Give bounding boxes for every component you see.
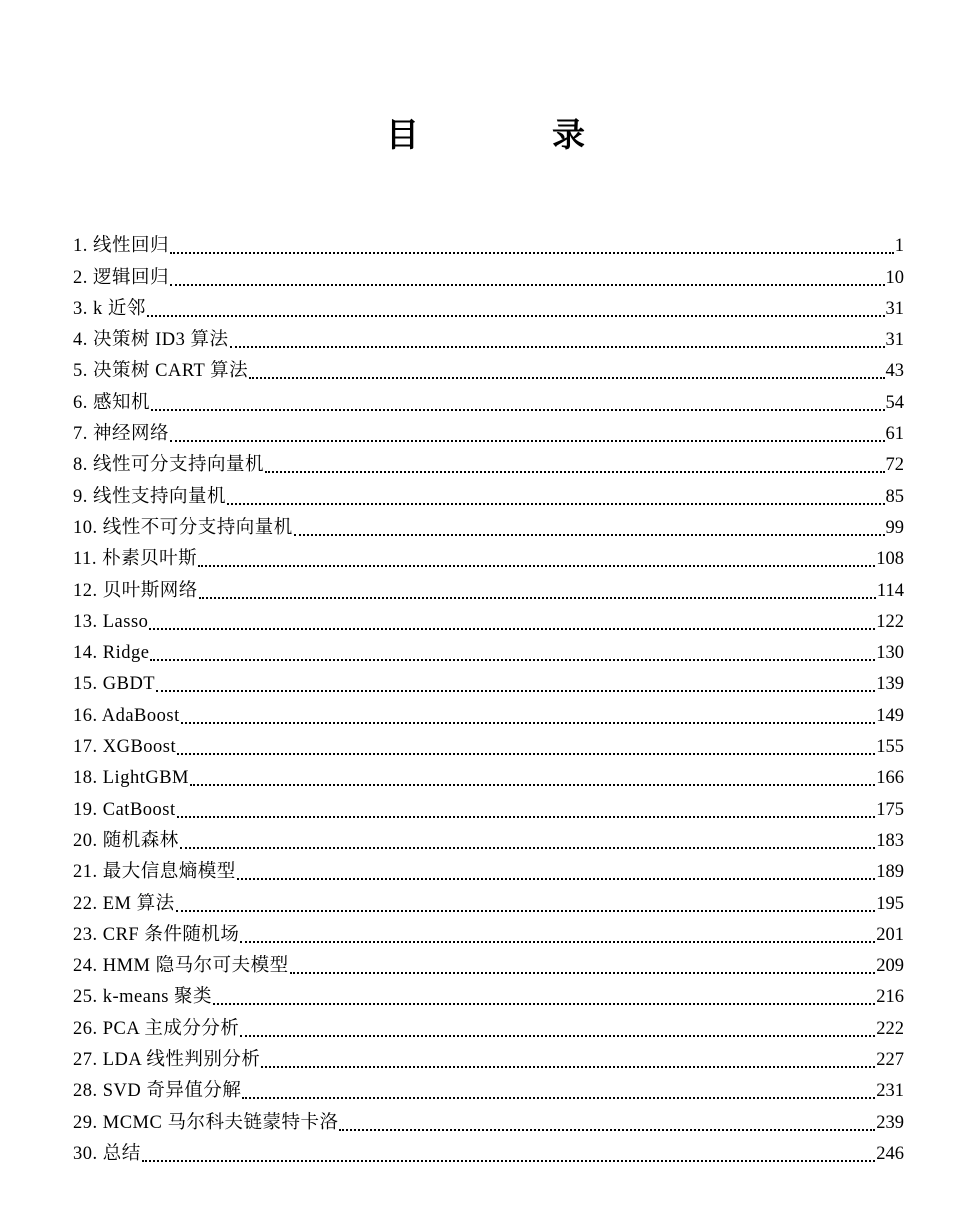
toc-dot-leader: [190, 784, 875, 786]
toc-entry[interactable]: [73, 294, 904, 325]
toc-entry[interactable]: [73, 1139, 904, 1170]
toc-dot-leader: [339, 1129, 875, 1131]
toc-entry-page-number: 99: [885, 517, 904, 538]
toc-entry-label: 13. Lasso: [73, 611, 149, 632]
toc-dot-leader: [230, 346, 885, 348]
toc-entry[interactable]: [73, 544, 904, 575]
toc-entry-label: 19. CatBoost: [73, 799, 176, 820]
toc-entry[interactable]: [73, 857, 904, 888]
page-title: 目 录: [386, 118, 635, 154]
toc-dot-leader: [150, 659, 875, 661]
toc-dot-leader: [176, 910, 876, 912]
toc-entry-page-number: 31: [885, 330, 904, 351]
toc-entry[interactable]: [73, 669, 904, 700]
toc-entry-label: 3. k 近邻: [73, 298, 146, 319]
toc-dot-leader: [290, 972, 876, 974]
toc-entry-page-number: 216: [876, 987, 904, 1008]
toc-entry-label: 5. 决策树 CART 算法: [73, 361, 249, 382]
toc-dot-leader: [265, 471, 884, 473]
toc-dot-leader: [177, 816, 876, 818]
toc-dot-leader: [198, 565, 875, 567]
toc-entry-label: 11. 朴素贝叶斯: [73, 549, 198, 570]
toc-entry-page-number: 222: [876, 1018, 904, 1039]
toc-entry-label: 24. HMM 隐马尔可夫模型: [73, 956, 289, 977]
toc-entry-label: 12. 贝叶斯网络: [73, 580, 198, 601]
toc-entry-page-number: 54: [885, 392, 904, 413]
toc-entry-label: 28. SVD 奇异值分解: [73, 1081, 242, 1102]
toc-entry[interactable]: [73, 763, 904, 794]
toc-entry-label: 4. 决策树 ID3 算法: [73, 330, 229, 351]
toc-entry-page-number: 189: [876, 862, 904, 883]
toc-dot-leader: [177, 753, 875, 755]
toc-entry-label: 1. 线性回归: [73, 236, 170, 257]
toc-entry-page-number: 183: [876, 830, 904, 851]
toc-entry-label: 23. CRF 条件随机场: [73, 924, 240, 945]
toc-entry-page-number: 227: [876, 1050, 904, 1071]
toc-entry-page-number: 201: [876, 924, 904, 945]
toc-entry-label: 29. MCMC 马尔科夫链蒙特卡洛: [73, 1112, 339, 1133]
toc-dot-leader: [180, 847, 875, 849]
toc-dot-leader: [170, 252, 894, 254]
toc-dot-leader: [237, 878, 875, 880]
toc-entry-label: 25. k-means 聚类: [73, 987, 213, 1008]
toc-entry[interactable]: [73, 951, 904, 982]
toc-entry[interactable]: [73, 419, 904, 450]
toc-dot-leader: [199, 597, 876, 599]
toc-entry-page-number: 130: [876, 643, 904, 664]
toc-entry-label: 14. Ridge: [73, 643, 150, 664]
toc-entry-page-number: 246: [876, 1143, 904, 1164]
toc-entry[interactable]: [73, 888, 904, 919]
toc-entry-label: 20. 随机森林: [73, 830, 179, 851]
toc-entry-page-number: 114: [876, 580, 904, 601]
toc-entry-page-number: 85: [885, 486, 904, 507]
toc-entry-page-number: 195: [876, 893, 904, 914]
toc-entry-page-number: 72: [885, 455, 904, 476]
toc-entry[interactable]: [73, 920, 904, 951]
toc-dot-leader: [240, 1035, 875, 1037]
toc-entry-page-number: 175: [876, 799, 904, 820]
toc-entry-label: 27. LDA 线性判别分析: [73, 1050, 261, 1071]
toc-entry[interactable]: [73, 1076, 904, 1107]
toc-dot-leader: [227, 503, 884, 505]
toc-entry[interactable]: [73, 1107, 904, 1138]
toc-entry-label: 2. 逻辑回归: [73, 267, 170, 288]
toc-entry[interactable]: [73, 450, 904, 481]
toc-entry-label: 17. XGBoost: [73, 737, 177, 758]
toc-entry[interactable]: [73, 982, 904, 1013]
toc-entry[interactable]: [73, 1045, 904, 1076]
toc-entry-page-number: 149: [876, 705, 904, 726]
toc-entry-page-number: 166: [876, 768, 904, 789]
toc-entry-label: 7. 神经网络: [73, 424, 170, 445]
toc-entry[interactable]: [73, 387, 904, 418]
toc-entry-page-number: 209: [876, 956, 904, 977]
toc-entry[interactable]: [73, 575, 904, 606]
toc-dot-leader: [151, 409, 884, 411]
toc-entry-page-number: 139: [876, 674, 904, 695]
toc-entry-label: 18. LightGBM: [73, 768, 189, 789]
toc-entry-label: 22. EM 算法: [73, 893, 175, 914]
toc-dot-leader: [181, 722, 876, 724]
toc-entry-label: 6. 感知机: [73, 392, 151, 413]
toc-entry[interactable]: [73, 481, 904, 512]
toc-dot-leader: [142, 1160, 875, 1162]
toc-entry-page-number: 155: [876, 737, 904, 758]
toc-dot-leader: [147, 315, 885, 317]
toc-entry[interactable]: [73, 700, 904, 731]
toc-entry-page-number: 61: [885, 424, 904, 445]
toc-entry-label: 21. 最大信息熵模型: [73, 862, 236, 883]
toc-entry-page-number: 1: [894, 236, 904, 257]
toc-dot-leader: [240, 941, 875, 943]
toc-dot-leader: [242, 1097, 875, 1099]
toc-entry-label: 26. PCA 主成分分析: [73, 1018, 240, 1039]
toc-dot-leader: [170, 440, 884, 442]
toc-dot-leader: [294, 534, 885, 536]
toc-dot-leader: [213, 1003, 875, 1005]
toc-entry[interactable]: [73, 794, 904, 825]
toc-dot-leader: [149, 628, 875, 630]
toc-dot-leader: [261, 1066, 875, 1068]
toc-entry[interactable]: [73, 513, 904, 544]
toc-entry-label: 16. AdaBoost: [73, 705, 180, 726]
toc-entry[interactable]: [73, 231, 904, 262]
toc-entry[interactable]: [73, 826, 904, 857]
toc-entry-label: 10. 线性不可分支持向量机: [73, 517, 293, 538]
toc-entry[interactable]: [73, 607, 904, 638]
toc-entry[interactable]: [73, 325, 904, 356]
toc-entry[interactable]: [73, 356, 904, 387]
toc-entry-page-number: 239: [876, 1112, 904, 1133]
toc-entry[interactable]: [73, 732, 904, 763]
toc-dot-leader: [170, 284, 884, 286]
toc-entry[interactable]: [73, 638, 904, 669]
toc-entry[interactable]: [73, 262, 904, 293]
toc-entry-page-number: 10: [885, 267, 904, 288]
toc-entry-page-number: 31: [885, 298, 904, 319]
toc-entry-page-number: 122: [876, 611, 904, 632]
toc-dot-leader: [249, 377, 884, 379]
table-of-contents: [73, 231, 904, 1170]
toc-entry-page-number: 108: [876, 549, 904, 570]
toc-dot-leader: [156, 690, 875, 692]
toc-entry[interactable]: [73, 1013, 904, 1044]
toc-entry-page-number: 43: [885, 361, 904, 382]
toc-entry-label: 15. GBDT: [73, 674, 156, 695]
toc-entry-label: 30. 总结: [73, 1143, 141, 1164]
toc-entry-label: 8. 线性可分支持向量机: [73, 455, 265, 476]
toc-entry-page-number: 231: [876, 1081, 904, 1102]
toc-entry-label: 9. 线性支持向量机: [73, 486, 227, 507]
